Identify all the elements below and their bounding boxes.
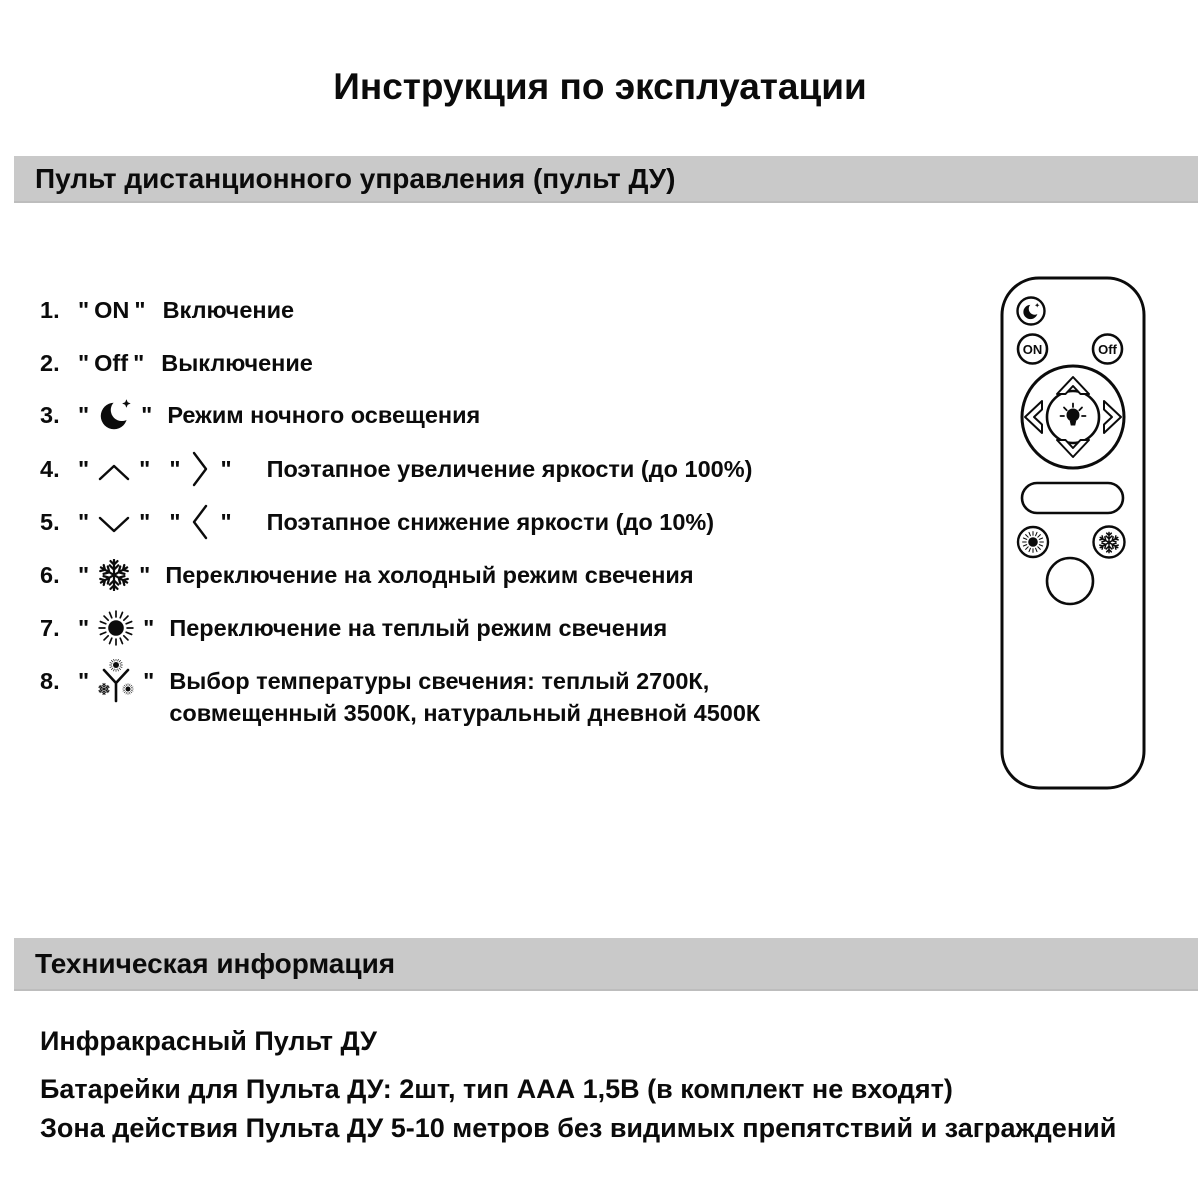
remote-on-label: ON <box>1022 341 1043 357</box>
instruction-item-6 <box>40 557 694 593</box>
quote-mark: " <box>143 614 155 641</box>
item-description: Переключение на холодный режим свечения <box>165 561 694 588</box>
tech-info-line: Инфракрасный Пульт ДУ <box>40 1026 377 1056</box>
chevron-left-icon <box>191 504 209 540</box>
chevron-down-icon <box>98 516 130 534</box>
instruction-item-7 <box>40 610 667 646</box>
sun-icon <box>1023 532 1044 553</box>
page-title: Инструкция по эксплуатации <box>333 66 867 107</box>
remote-dpad <box>1022 366 1124 468</box>
quote-mark: " <box>134 296 146 323</box>
tech-info-line: Зона действия Пульта ДУ 5-10 метров без видимых препятствий и заграждений <box>40 1113 1117 1143</box>
quote-mark: " <box>220 455 232 482</box>
instruction-item-8 <box>40 665 760 729</box>
chevron-right-icon <box>191 451 209 487</box>
remote-control-illustration <box>1000 276 1146 790</box>
item-number: 3. <box>40 401 60 428</box>
item-number: 7. <box>40 614 60 641</box>
quote-mark: " <box>78 614 90 641</box>
off-label: Off <box>94 349 129 376</box>
quote-mark: " <box>78 349 90 376</box>
quote-mark: " <box>139 455 151 482</box>
item-number: 2. <box>40 349 60 376</box>
quote-mark: " <box>220 508 232 535</box>
quote-mark: " <box>78 455 90 482</box>
quote-mark: " <box>78 508 90 535</box>
quote-mark: " <box>143 668 155 694</box>
section-header-tech-label: Техническая информация <box>35 947 396 979</box>
quote-mark: " <box>141 401 153 428</box>
chevron-up-icon <box>98 463 130 481</box>
remote-on-button <box>1018 335 1047 364</box>
item-number: 1. <box>40 296 60 323</box>
instruction-item-2 <box>40 345 313 381</box>
remote-warm-mode-button <box>1018 527 1048 557</box>
item-number: 4. <box>40 455 60 482</box>
remote-round-button <box>1047 558 1093 604</box>
remote-off-button <box>1093 335 1122 364</box>
quote-mark: " <box>169 455 181 482</box>
instruction-item-4 <box>40 451 752 487</box>
section-header-remote <box>14 156 1198 203</box>
crescent-moon-icon <box>98 398 132 432</box>
quote-mark: " <box>78 401 90 428</box>
snowflake-icon <box>98 559 130 591</box>
quote-mark: " <box>139 508 151 535</box>
item-description: Поэтапное увеличение яркости (до 100%) <box>266 455 753 482</box>
item-number: 8. <box>40 668 60 694</box>
item-description: Поэтапное снижение яркости (до 10%) <box>266 508 715 535</box>
quote-mark: " <box>139 561 151 588</box>
item-description: Переключение на теплый режим свечения <box>169 614 668 641</box>
section-header-tech <box>14 938 1198 991</box>
remote-night-mode-button <box>1018 298 1045 325</box>
item-description: Включение <box>162 296 295 323</box>
on-label: ON <box>94 296 130 323</box>
section-header-remote-label: Пульт дистанционного управления (пульт ДУ) <box>35 162 676 194</box>
remote-cold-mode-button <box>1094 527 1125 558</box>
item-number: 6. <box>40 561 60 588</box>
item-description <box>169 665 760 729</box>
item-description-line-1: Выбор температуры свечения: теплый 2700К, <box>169 668 710 694</box>
color-temperature-select-icon <box>96 659 136 703</box>
tech-info-line: Батарейки для Пульта ДУ: 2шт, тип ААА 1,5В (в комплект не входят) <box>40 1074 953 1104</box>
remote-pill-button <box>1022 483 1123 513</box>
quote-mark: " <box>78 668 90 694</box>
remote-off-label: Off <box>1098 341 1117 357</box>
quote-mark: " <box>169 508 181 535</box>
quote-mark: " <box>78 561 90 588</box>
instruction-item-1 <box>40 292 294 328</box>
sun-icon <box>98 610 134 646</box>
quote-mark: " <box>78 296 90 323</box>
item-number: 5. <box>40 508 60 535</box>
item-description: Выключение <box>161 349 313 376</box>
item-description-line-2: совмещенный 3500К, натуральный дневной 4500К <box>169 700 761 726</box>
item-description: Режим ночного освещения <box>167 401 481 428</box>
instruction-item-5 <box>40 504 714 540</box>
quote-mark: " <box>133 349 145 376</box>
instruction-item-3 <box>40 397 480 433</box>
